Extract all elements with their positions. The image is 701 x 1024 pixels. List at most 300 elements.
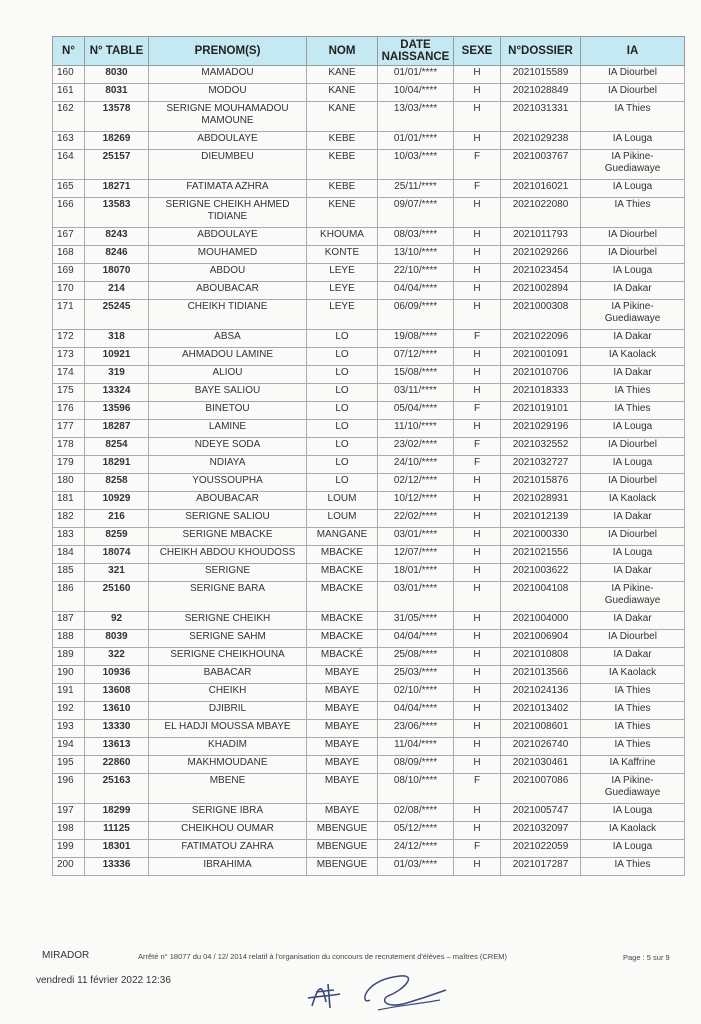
cell-prenoms: YOUSSOUPHA [149,474,307,492]
cell-nom: LOUM [307,492,378,510]
cell-nom: MBENGUE [307,822,378,840]
cell-ia: IA Dakar [581,366,685,384]
cell-date-naissance: 01/01/**** [378,66,454,84]
cell-sexe: H [454,858,501,876]
cell-sexe: H [454,66,501,84]
cell-dossier: 2021022080 [501,198,581,228]
cell-table-number: 13610 [85,702,149,720]
cell-prenoms: MODOU [149,84,307,102]
cell-sexe: H [454,102,501,132]
table-row [53,756,685,774]
cell-dossier: 2021002894 [501,282,581,300]
table-row [53,702,685,720]
cell-date-naissance: 04/04/**** [378,282,454,300]
cell-ia: IA Kaolack [581,666,685,684]
cell-ia: IA Thies [581,858,685,876]
cell-dossier: 2021029238 [501,132,581,150]
signatures [300,966,450,1016]
cell-ia: IA Louga [581,456,685,474]
table-row [53,282,685,300]
cell-ia: IA Dakar [581,564,685,582]
cell-num: 200 [53,858,85,876]
cell-date-naissance: 22/10/**** [378,264,454,282]
cell-ia: IA Diourbel [581,528,685,546]
cell-sexe: H [454,822,501,840]
col-header-nom: NOM [307,37,378,66]
cell-date-naissance: 19/08/**** [378,330,454,348]
cell-table-number: 25157 [85,150,149,180]
cell-ia: IA Louga [581,840,685,858]
table-row [53,420,685,438]
cell-date-naissance: 15/08/**** [378,366,454,384]
cell-date-naissance: 03/01/**** [378,528,454,546]
cell-num: 171 [53,300,85,330]
cell-prenoms: ABDOU [149,264,307,282]
table-row [53,198,685,228]
cell-sexe: H [454,246,501,264]
cell-ia: IA Pikine-Guediawaye [581,774,685,804]
cell-nom: MBAYE [307,702,378,720]
table-row [53,348,685,366]
table-row [53,366,685,384]
cell-sexe: H [454,720,501,738]
cell-prenoms: NDEYE SODA [149,438,307,456]
cell-ia: IA Diourbel [581,246,685,264]
cell-num: 162 [53,102,85,132]
cell-nom: LOUM [307,510,378,528]
cell-sexe: F [454,150,501,180]
cell-dossier: 2021004000 [501,612,581,630]
cell-nom: MBENGUE [307,840,378,858]
cell-num: 177 [53,420,85,438]
cell-ia: IA Kaolack [581,348,685,366]
cell-date-naissance: 23/02/**** [378,438,454,456]
cell-ia: IA Dakar [581,648,685,666]
cell-sexe: H [454,528,501,546]
cell-dossier: 2021008601 [501,720,581,738]
cell-date-naissance: 10/04/**** [378,84,454,102]
cell-sexe: F [454,330,501,348]
cell-num: 183 [53,528,85,546]
table-row [53,384,685,402]
table-row [53,474,685,492]
cell-dossier: 2021029266 [501,246,581,264]
cell-date-naissance: 02/10/**** [378,684,454,702]
cell-date-naissance: 03/11/**** [378,384,454,402]
cell-date-naissance: 05/04/**** [378,402,454,420]
cell-ia: IA Diourbel [581,84,685,102]
table-row [53,300,685,330]
cell-prenoms: SERIGNE [149,564,307,582]
cell-table-number: 13330 [85,720,149,738]
cell-ia: IA Louga [581,804,685,822]
cell-date-naissance: 25/03/**** [378,666,454,684]
col-header-dossier: N°DOSSIER [501,37,581,66]
cell-date-naissance: 02/08/**** [378,804,454,822]
cell-prenoms: KHADIM [149,738,307,756]
cell-nom: MBAYE [307,804,378,822]
cell-date-naissance: 10/12/**** [378,492,454,510]
cell-sexe: H [454,264,501,282]
cell-date-naissance: 24/12/**** [378,840,454,858]
cell-date-naissance: 05/12/**** [378,822,454,840]
cell-ia: IA Diourbel [581,228,685,246]
cell-num: 182 [53,510,85,528]
table-row [53,84,685,102]
cell-dossier: 2021019101 [501,402,581,420]
table-row [53,822,685,840]
cell-table-number: 10929 [85,492,149,510]
cell-table-number: 216 [85,510,149,528]
cell-ia: IA Thies [581,720,685,738]
cell-prenoms: SERIGNE CHEIKH [149,612,307,630]
cell-sexe: H [454,366,501,384]
cell-num: 166 [53,198,85,228]
candidates-table [52,36,685,876]
cell-date-naissance: 13/03/**** [378,102,454,132]
cell-sexe: H [454,84,501,102]
cell-nom: MBAYE [307,666,378,684]
cell-date-naissance: 02/12/**** [378,474,454,492]
cell-num: 197 [53,804,85,822]
cell-sexe: H [454,300,501,330]
cell-date-naissance: 08/10/**** [378,774,454,804]
cell-dossier: 2021005747 [501,804,581,822]
cell-dossier: 2021010706 [501,366,581,384]
col-header-prenoms: PRENOM(S) [149,37,307,66]
cell-nom: MBACKE [307,630,378,648]
cell-num: 186 [53,582,85,612]
cell-prenoms: SERIGNE SAHM [149,630,307,648]
cell-dossier: 2021022059 [501,840,581,858]
cell-prenoms: ABDOULAYE [149,228,307,246]
table-row [53,330,685,348]
cell-table-number: 13336 [85,858,149,876]
cell-prenoms: AHMADOU LAMINE [149,348,307,366]
cell-date-naissance: 31/05/**** [378,612,454,630]
cell-prenoms: FATIMATOU ZAHRA [149,840,307,858]
cell-table-number: 318 [85,330,149,348]
cell-ia: IA Thies [581,402,685,420]
cell-num: 188 [53,630,85,648]
cell-table-number: 13583 [85,198,149,228]
cell-sexe: F [454,840,501,858]
cell-date-naissance: 03/01/**** [378,582,454,612]
cell-prenoms: SERIGNE SALIOU [149,510,307,528]
cell-table-number: 8258 [85,474,149,492]
cell-num: 195 [53,756,85,774]
table-row [53,564,685,582]
cell-nom: MBAYE [307,738,378,756]
cell-sexe: H [454,804,501,822]
cell-nom: LO [307,438,378,456]
cell-prenoms: BAYE SALIOU [149,384,307,402]
cell-prenoms: ABOUBACAR [149,282,307,300]
cell-table-number: 18074 [85,546,149,564]
cell-ia: IA Thies [581,684,685,702]
cell-num: 176 [53,402,85,420]
cell-nom: LO [307,474,378,492]
cell-table-number: 25163 [85,774,149,804]
table-row [53,630,685,648]
cell-date-naissance: 06/09/**** [378,300,454,330]
cell-num: 165 [53,180,85,198]
cell-dossier: 2021013566 [501,666,581,684]
cell-nom: KEBE [307,132,378,150]
cell-num: 185 [53,564,85,582]
cell-sexe: F [454,402,501,420]
cell-prenoms: BINETOU [149,402,307,420]
cell-table-number: 92 [85,612,149,630]
table-row [53,774,685,804]
table-row [53,456,685,474]
table-row [53,612,685,630]
cell-dossier: 2021012139 [501,510,581,528]
cell-num: 194 [53,738,85,756]
col-header-table: N° TABLE [85,37,149,66]
table-row [53,648,685,666]
cell-num: 198 [53,822,85,840]
cell-nom: MBACKE [307,612,378,630]
cell-date-naissance: 08/03/**** [378,228,454,246]
cell-dossier: 2021032552 [501,438,581,456]
cell-dossier: 2021003767 [501,150,581,180]
cell-sexe: H [454,492,501,510]
cell-ia: IA Kaolack [581,822,685,840]
table-body [53,66,685,876]
cell-dossier: 2021032097 [501,822,581,840]
cell-prenoms: SERIGNE BARA [149,582,307,612]
cell-num: 189 [53,648,85,666]
cell-sexe: H [454,384,501,402]
cell-sexe: H [454,348,501,366]
cell-nom: MBAYE [307,720,378,738]
cell-table-number: 8039 [85,630,149,648]
table-row [53,150,685,180]
table-row [53,66,685,84]
table-row [53,684,685,702]
cell-prenoms: SERIGNE CHEIKH AHMED TIDIANE [149,198,307,228]
cell-nom: MBACKÉ [307,648,378,666]
cell-table-number: 8031 [85,84,149,102]
footer-arrete-text: Arrêté n° 18077 du 04 / 12/ 2014 relatif à l'organisation du concours de recrutement d'élèves – maîtres (CREM) [138,952,507,961]
cell-sexe: H [454,738,501,756]
cell-num: 191 [53,684,85,702]
cell-ia: IA Diourbel [581,474,685,492]
cell-dossier: 2021028849 [501,84,581,102]
cell-prenoms: SERIGNE MOUHAMADOU MAMOUNE [149,102,307,132]
cell-nom: LEYE [307,300,378,330]
cell-nom: LO [307,402,378,420]
cell-table-number: 18301 [85,840,149,858]
cell-dossier: 2021016021 [501,180,581,198]
col-header-num: N° [53,37,85,66]
cell-table-number: 10921 [85,348,149,366]
cell-sexe: F [454,456,501,474]
cell-nom: LO [307,456,378,474]
cell-nom: KEBE [307,180,378,198]
cell-nom: LO [307,420,378,438]
cell-prenoms: EL HADJI MOUSSA MBAYE [149,720,307,738]
cell-table-number: 18070 [85,264,149,282]
cell-num: 172 [53,330,85,348]
cell-nom: KONTE [307,246,378,264]
cell-table-number: 13578 [85,102,149,132]
cell-ia: IA Kaffrine [581,756,685,774]
cell-nom: LO [307,348,378,366]
cell-table-number: 10936 [85,666,149,684]
cell-prenoms: CHEIKH ABDOU KHOUDOSS [149,546,307,564]
cell-table-number: 321 [85,564,149,582]
cell-sexe: H [454,756,501,774]
cell-dossier: 2021018333 [501,384,581,402]
cell-prenoms: MAKHMOUDANE [149,756,307,774]
cell-ia: IA Thies [581,102,685,132]
cell-date-naissance: 04/04/**** [378,702,454,720]
cell-date-naissance: 01/01/**** [378,132,454,150]
cell-num: 169 [53,264,85,282]
cell-ia: IA Kaolack [581,492,685,510]
table-row [53,132,685,150]
cell-prenoms: MBENE [149,774,307,804]
cell-prenoms: NDIAYA [149,456,307,474]
cell-sexe: H [454,510,501,528]
cell-ia: IA Louga [581,132,685,150]
cell-prenoms: CHEIKH [149,684,307,702]
cell-nom: MBENGUE [307,858,378,876]
cell-ia: IA Diourbel [581,438,685,456]
cell-table-number: 322 [85,648,149,666]
cell-date-naissance: 12/07/**** [378,546,454,564]
cell-table-number: 8030 [85,66,149,84]
cell-sexe: H [454,420,501,438]
cell-dossier: 2021032727 [501,456,581,474]
cell-sexe: H [454,198,501,228]
cell-num: 173 [53,348,85,366]
cell-nom: LEYE [307,264,378,282]
cell-sexe: H [454,684,501,702]
col-header-sexe: SEXE [454,37,501,66]
cell-ia: IA Diourbel [581,630,685,648]
table-row [53,720,685,738]
table-row [53,180,685,198]
table-row [53,510,685,528]
cell-sexe: F [454,180,501,198]
cell-dossier: 2021017287 [501,858,581,876]
cell-num: 164 [53,150,85,180]
cell-ia: IA Thies [581,738,685,756]
cell-prenoms: ALIOU [149,366,307,384]
cell-date-naissance: 18/01/**** [378,564,454,582]
cell-table-number: 18287 [85,420,149,438]
cell-date-naissance: 01/03/**** [378,858,454,876]
cell-dossier: 2021024136 [501,684,581,702]
cell-table-number: 18271 [85,180,149,198]
cell-date-naissance: 07/12/**** [378,348,454,366]
cell-dossier: 2021021556 [501,546,581,564]
cell-dossier: 2021015876 [501,474,581,492]
cell-table-number: 18269 [85,132,149,150]
cell-num: 178 [53,438,85,456]
cell-table-number: 8246 [85,246,149,264]
cell-num: 167 [53,228,85,246]
cell-table-number: 319 [85,366,149,384]
cell-prenoms: SERIGNE CHEIKHOUNA [149,648,307,666]
cell-prenoms: IBRAHIMA [149,858,307,876]
cell-nom: LO [307,384,378,402]
cell-sexe: H [454,564,501,582]
cell-ia: IA Louga [581,546,685,564]
cell-num: 196 [53,774,85,804]
cell-nom: KENE [307,198,378,228]
cell-nom: MBAYE [307,756,378,774]
cell-prenoms: CHEIKH TIDIANE [149,300,307,330]
cell-num: 161 [53,84,85,102]
cell-table-number: 22860 [85,756,149,774]
cell-date-naissance: 08/09/**** [378,756,454,774]
cell-nom: LO [307,330,378,348]
cell-ia: IA Thies [581,384,685,402]
cell-date-naissance: 23/06/**** [378,720,454,738]
cell-num: 175 [53,384,85,402]
cell-sexe: H [454,612,501,630]
cell-table-number: 13613 [85,738,149,756]
cell-prenoms: SERIGNE IBRA [149,804,307,822]
table-row [53,438,685,456]
table-row [53,546,685,564]
cell-date-naissance: 04/04/**** [378,630,454,648]
table-row [53,738,685,756]
cell-prenoms: SERIGNE MBACKE [149,528,307,546]
cell-table-number: 13324 [85,384,149,402]
cell-dossier: 2021003622 [501,564,581,582]
table-row [53,492,685,510]
cell-nom: MANGANE [307,528,378,546]
cell-prenoms: FATIMATA AZHRA [149,180,307,198]
cell-nom: KHOUMA [307,228,378,246]
cell-table-number: 25160 [85,582,149,612]
cell-table-number: 13596 [85,402,149,420]
cell-sexe: F [454,774,501,804]
header-row [53,37,685,66]
cell-table-number: 8243 [85,228,149,246]
cell-table-number: 25245 [85,300,149,330]
cell-prenoms: BABACAR [149,666,307,684]
cell-dossier: 2021022096 [501,330,581,348]
cell-prenoms: ABOUBACAR [149,492,307,510]
cell-table-number: 8259 [85,528,149,546]
cell-dossier: 2021011793 [501,228,581,246]
table-row [53,228,685,246]
table-row [53,804,685,822]
cell-nom: MBACKE [307,546,378,564]
footer-print-date: vendredi 11 février 2022 12:36 [36,975,171,986]
cell-nom: KANE [307,66,378,84]
cell-num: 179 [53,456,85,474]
cell-nom: KANE [307,84,378,102]
cell-sexe: H [454,546,501,564]
cell-ia: IA Pikine-Guediawaye [581,300,685,330]
cell-prenoms: ABSA [149,330,307,348]
cell-nom: KANE [307,102,378,132]
table-row [53,402,685,420]
cell-prenoms: DJIBRIL [149,702,307,720]
cell-prenoms: LAMINE [149,420,307,438]
cell-num: 192 [53,702,85,720]
cell-dossier: 2021026740 [501,738,581,756]
cell-nom: LEYE [307,282,378,300]
footer-mirador: MIRADOR [42,950,90,961]
